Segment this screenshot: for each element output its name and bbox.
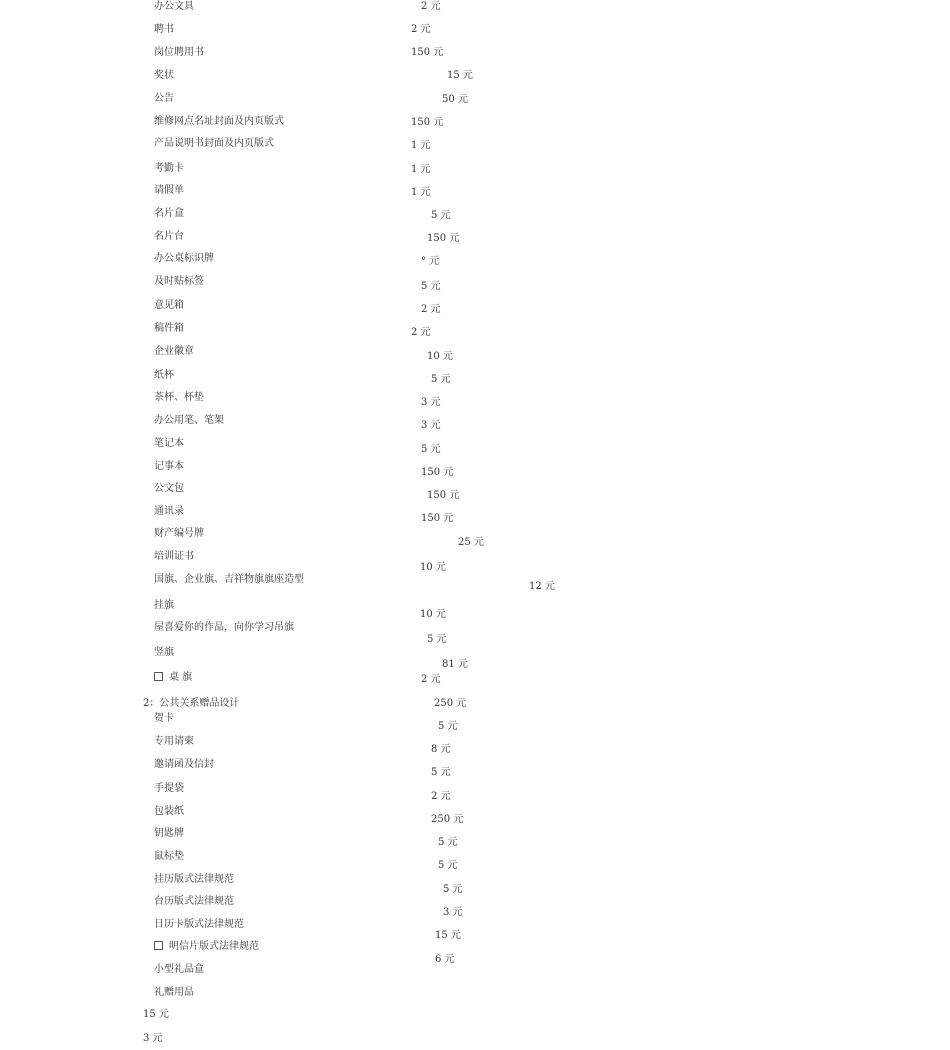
item-name: 名片台 <box>154 231 184 242</box>
item-name: 纸杯 <box>154 370 174 381</box>
item-name: 请假单 <box>154 185 184 196</box>
item-name: 公告 <box>154 93 174 104</box>
item-price: 150 元 <box>421 513 454 524</box>
item-price: 25 元 <box>458 537 484 548</box>
item-price: 50 元 <box>442 94 468 105</box>
item-price: 10 元 <box>427 351 453 362</box>
trailing-price: 3 元 <box>143 1033 163 1044</box>
item-price: 150 元 <box>427 490 460 501</box>
item-name: 台历版式法律规范 <box>154 896 234 907</box>
item-name: 名片盒 <box>154 208 184 219</box>
item-price: 150 元 <box>411 117 444 128</box>
item-name: 国旗、企业旗、吉祥物旗旗座造型 <box>154 574 304 585</box>
item-price: 5 元 <box>431 210 451 221</box>
item-name: 鼠标垫 <box>154 851 184 862</box>
item-price: 5 元 <box>438 837 458 848</box>
item-name: 考勤卡 <box>154 163 184 174</box>
item-name: 包装纸 <box>154 806 184 817</box>
item-price: 10 元 <box>420 562 446 573</box>
item-name: 挂历版式法律规范 <box>154 874 234 885</box>
item-name: 钥匙牌 <box>154 828 184 839</box>
item-name: 公文包 <box>154 483 184 494</box>
item-name: 贺卡 <box>154 713 174 724</box>
checkbox-square-icon <box>154 672 163 681</box>
item-name: 产品说明书封面及内页版式 <box>154 138 274 149</box>
item-price: 15 元 <box>447 70 473 81</box>
item-price: 5 元 <box>438 721 458 732</box>
item-name: 手提袋 <box>154 783 184 794</box>
item-name-checkbox-row <box>154 672 192 684</box>
item-name: 笔记本 <box>154 438 184 449</box>
item-name: 办公用笔、笔架 <box>154 415 224 426</box>
item-price: 1 元 <box>411 140 431 151</box>
item-name: 稿件箱 <box>154 323 184 334</box>
item-name: 通讯录 <box>154 506 184 517</box>
item-price: 2 元 <box>421 674 441 685</box>
item-name: 桌 旗 <box>169 672 193 683</box>
item-price: 250 元 <box>431 814 464 825</box>
item-price: 8 元 <box>431 744 451 755</box>
item-price: 150 元 <box>421 467 454 478</box>
item-price: 2 元 <box>421 1 441 12</box>
item-name: 茶杯、杯垫 <box>154 392 204 403</box>
item-name: 明信片版式法律规范 <box>169 941 259 952</box>
item-price: 15 元 <box>435 930 461 941</box>
item-price: 5 元 <box>438 860 458 871</box>
item-price: 2 元 <box>431 791 451 802</box>
item-name: 办公桌标识牌 <box>154 253 214 264</box>
item-name: 聘书 <box>154 24 174 35</box>
item-price: 5 元 <box>421 281 441 292</box>
item-name: 培训证书 <box>154 551 194 562</box>
item-name-checkbox-row <box>154 941 259 953</box>
item-price: 3 元 <box>443 907 463 918</box>
item-name: 小型礼品盒 <box>154 964 204 975</box>
item-name: 及时贴标签 <box>154 276 204 287</box>
item-price: 5 元 <box>431 767 451 778</box>
item-name: 维修网点名址封面及内页版式 <box>154 116 284 127</box>
item-name: 竖旗 <box>154 647 174 658</box>
item-price: 150 元 <box>411 47 444 58</box>
item-name: 屋喜爱你的作品，向你学习吊旗 <box>154 622 294 633</box>
item-price: 6 元 <box>435 954 455 965</box>
item-price: 1 元 <box>411 187 431 198</box>
item-name: 日历卡版式法律规范 <box>154 919 244 930</box>
item-price: 12 元 <box>529 581 555 592</box>
item-price: 5 元 <box>431 374 451 385</box>
item-name: 记事本 <box>154 461 184 472</box>
item-price: 2 元 <box>411 327 431 338</box>
item-price: ° 元 <box>421 256 440 267</box>
item-name: 企业徽章 <box>154 346 194 357</box>
item-price: 3 元 <box>421 397 441 408</box>
item-price: 250 元 <box>434 698 467 709</box>
item-price: 2 元 <box>421 304 441 315</box>
item-name: 挂旗 <box>154 600 174 611</box>
item-price: 10 元 <box>420 609 446 620</box>
item-price: 1 元 <box>411 164 431 175</box>
item-price: 5 元 <box>427 634 447 645</box>
section-heading: 2：公共关系赠品设计 <box>143 698 240 709</box>
item-name: 意见箱 <box>154 300 184 311</box>
checkbox-square-icon <box>154 941 163 950</box>
item-name: 专用请柬 <box>154 736 194 747</box>
item-price: 81 元 <box>442 659 468 670</box>
item-name: 办公文具 <box>154 1 194 12</box>
item-price: 3 元 <box>421 420 441 431</box>
item-name: 邀请函及信封 <box>154 759 214 770</box>
item-name: 财产编号牌 <box>154 528 204 539</box>
item-price: 2 元 <box>411 24 431 35</box>
item-name: 岗位聘用书 <box>154 47 204 58</box>
item-name: 礼赠用品 <box>154 987 194 998</box>
item-price: 150 元 <box>427 233 460 244</box>
item-name: 奖状 <box>154 70 174 81</box>
trailing-price: 15 元 <box>143 1009 169 1020</box>
item-price: 5 元 <box>421 444 441 455</box>
item-price: 5 元 <box>443 884 463 895</box>
